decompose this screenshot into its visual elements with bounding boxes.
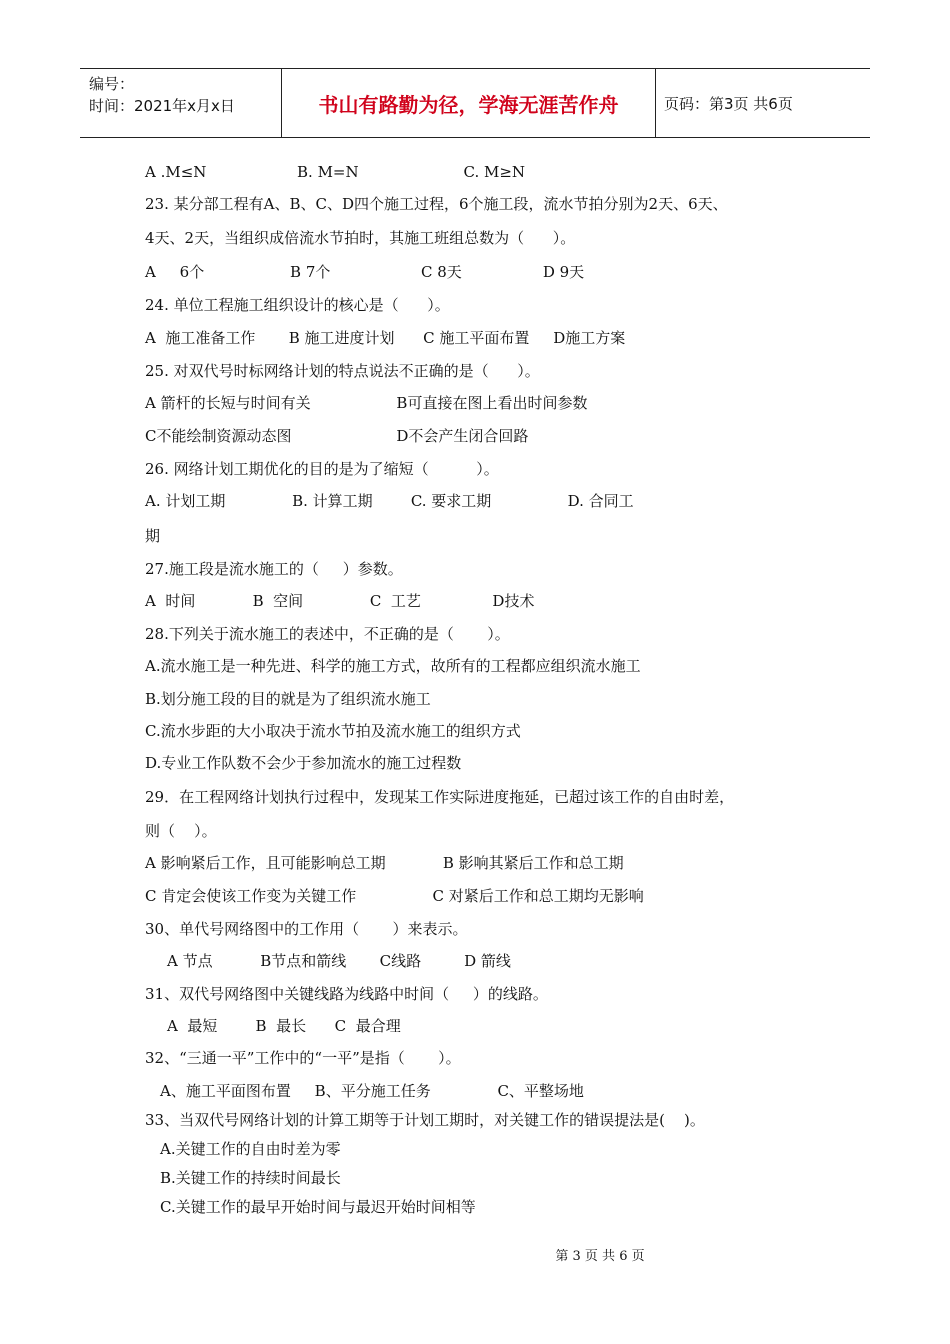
text-line: A 节点 B节点和箭线 C线路 D 箭线 xyxy=(167,952,511,970)
text-line: C.关键工作的最早开始时间与最迟开始时间相等 xyxy=(160,1198,476,1216)
text-line: A.流水施工是一种先进、科学的施工方式，故所有的工程都应组织流水施工 xyxy=(145,657,641,675)
text-line: 则（ ）。 xyxy=(145,822,217,840)
header-left-cell xyxy=(80,69,282,137)
text-line: 24. 单位工程施工组织设计的核心是（ ）。 xyxy=(145,296,450,314)
text-line: 28.下列关于流水施工的表述中，不正确的是（ ）。 xyxy=(145,625,510,643)
text-line: A 时间 B 空间 C 工艺 D技术 xyxy=(145,592,535,610)
text-line: D.专业工作队数不会少于参加流水的施工过程数 xyxy=(145,754,462,772)
text-line: 25. 对双代号时标网络计划的特点说法不正确的是（ ）。 xyxy=(145,362,540,380)
page-footer-text: 第 3 页 共 6 页 xyxy=(555,1249,645,1264)
text-line: 27.施工段是流水施工的（ ）参数。 xyxy=(145,560,403,578)
text-line: 26. 网络计划工期优化的目的是为了缩短（ ）。 xyxy=(145,460,499,478)
page-footer xyxy=(0,1245,950,1264)
text-line: A、施工平面图布置 B、平分施工任务 C、平整场地 xyxy=(160,1082,584,1100)
text-line: 30、单代号网络图中的工作用（ ）来表示。 xyxy=(145,920,468,938)
text-line: A. 计划工期 B. 计算工期 C. 要求工期 D. 合同工 xyxy=(145,492,634,510)
header-motto: 书山有路勤为径，学海无涯苦作舟 xyxy=(282,69,656,137)
text-line: 23. 某分部工程有A、B、C、D四个施工过程，6个施工段，流水节拍分别为2天、6天、 xyxy=(145,195,728,213)
text-line: C.流水步距的大小取决于流水节拍及流水施工的组织方式 xyxy=(145,722,521,740)
page-header xyxy=(80,68,870,138)
text-line: 32、“三通一平”工作中的“一平”是指（ ）。 xyxy=(145,1049,461,1067)
text-line: C 肯定会使该工作变为关键工作 C 对紧后工作和总工期均无影响 xyxy=(145,887,644,905)
text-line: 31、双代号网络图中关键线路为线路中时间（ ）的线路。 xyxy=(145,985,548,1003)
text-line: A 影响紧后工作，且可能影响总工期 B 影响其紧后工作和总工期 xyxy=(145,854,624,872)
text-line: 29．在工程网络计划执行过程中，发现某工作实际进度拖延，已超过该工作的自由时差， xyxy=(145,788,735,806)
text-line: A 箭杆的长短与时间有关 B可直接在图上看出时间参数 xyxy=(145,394,588,412)
header-page-info: 页码：第3页 共6页 xyxy=(664,94,793,113)
serial-label: 编号： xyxy=(89,75,135,93)
text-line: B.关键工作的持续时间最长 xyxy=(160,1169,341,1187)
text-line: B.划分施工段的目的就是为了组织流水施工 xyxy=(145,690,431,708)
date-line: 时间：2021年x月x日 xyxy=(89,97,235,115)
text-line: C不能绘制资源动态图 D不会产生闭合回路 xyxy=(145,427,529,445)
text-line: A 6个 B 7个 C 8天 D 9天 xyxy=(145,263,585,281)
text-line: 33、当双代号网络计划的计算工期等于计划工期时，对关键工作的错误提法是( )。 xyxy=(145,1111,705,1129)
text-line: A 施工准备工作 B 施工进度计划 C 施工平面布置 D施工方案 xyxy=(145,329,626,347)
text-line: A .M≤N B. M=N C. M≥N xyxy=(145,163,526,181)
text-line: A.关键工作的自由时差为零 xyxy=(160,1140,341,1158)
text-line: 期 xyxy=(145,527,161,545)
text-line: A 最短 B 最长 C 最合理 xyxy=(167,1017,401,1035)
text-line: 4天、2天，当组织成倍流水节拍时，其施工班组总数为（ ）。 xyxy=(145,229,576,247)
